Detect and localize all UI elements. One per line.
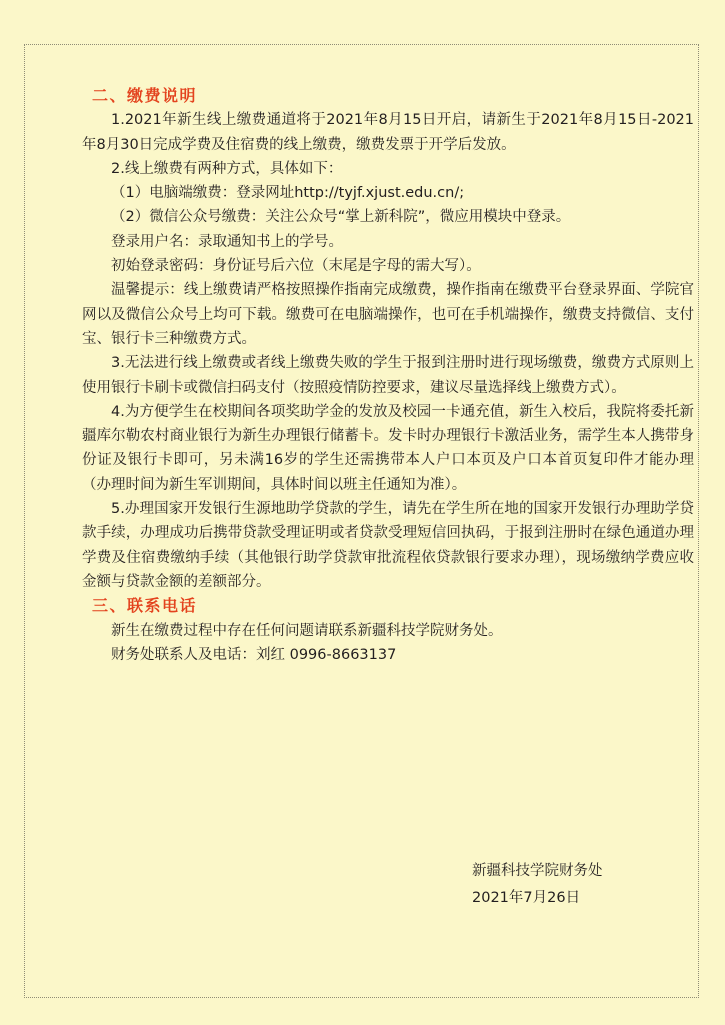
signature-date: 2021年7月26日 bbox=[472, 890, 581, 906]
signature-block bbox=[472, 858, 603, 912]
payment-method-wechat: （2）微信公众号缴费：关注公众号“掌上新科院”，微应用模块中登录。 bbox=[111, 209, 571, 226]
payment-method-computer: （1）电脑端缴费：登录网址http://tyjf.xjust.edu.cn/; bbox=[111, 185, 465, 202]
payment-paragraph-2: 2.线上缴费有两种方式，具体如下： bbox=[111, 160, 343, 177]
payment-paragraph-5: 5.办理国家开发银行生源地助学贷款的学生，请先在学生所在地的国家开发银行办理助学贷款手续，办理成功后携带贷款受理证明或者贷款受理短信回执码，于报到注册时在绿色通道办理学费及住宿费缴纳手续（其他银行助学贷款审批流程依贷款银行要求办理），现场缴纳学费应收金额与贷款金额的差额部分。 bbox=[82, 501, 694, 590]
signature-organization: 新疆科技学院财务处 bbox=[472, 863, 603, 879]
contact-line-2: 财务处联系人及电话：刘红 0996-8663137 bbox=[111, 646, 397, 663]
contact-line-1: 新生在缴费过程中存在任何问题请联系新疆科技学院财务处。 bbox=[111, 622, 503, 639]
payment-paragraph-4: 4.为方便学生在校期间各项奖助学金的发放及校园一卡通充值，新生入校后，我院将委托新疆库尔勒农村商业银行为新生办理银行储蓄卡。发卡时办理银行卡激活业务，需学生本人携带身份证及银行卡即可，另未满16岁的学生还需携带本人户口本页及户口本首页复印件才能办理（办理时间为新生军训期间，具体时间以班主任通知为准）。 bbox=[82, 403, 694, 493]
payment-paragraph-1: 1.2021年新生线上缴费通道将于2021年8月15日开启，请新生于2021年8月15日-2021年8月30日完成学费及住宿费的线上缴费，缴费发票于开学后发放。 bbox=[82, 112, 694, 153]
payment-paragraph-3: 3.无法进行线上缴费或者线上缴费失败的学生于报到注册时进行现场缴费，缴费方式原则上使用银行卡刷卡或微信扫码支付（按照疫情防控要求，建议尽量选择线上缴费方式）。 bbox=[82, 355, 694, 396]
login-username-info: 登录用户名：录取通知书上的学号。 bbox=[111, 233, 343, 250]
notice-body bbox=[82, 84, 694, 667]
contact-section-heading: 三、联系电话 bbox=[92, 596, 198, 616]
login-password-info: 初始登录密码：身份证号后六位（末尾是字母的需大写）。 bbox=[111, 258, 481, 275]
payment-section-heading: 二、缴费说明 bbox=[92, 86, 198, 105]
payment-tip: 温馨提示：线上缴费请严格按照操作指南完成缴费，操作指南在缴费平台登录界面、学院官网以及微信公众号上均可下载。缴费可在电脑端操作，也可在手机端操作，缴费支持微信、支付宝、银行卡三种缴费方式。 bbox=[82, 282, 694, 347]
